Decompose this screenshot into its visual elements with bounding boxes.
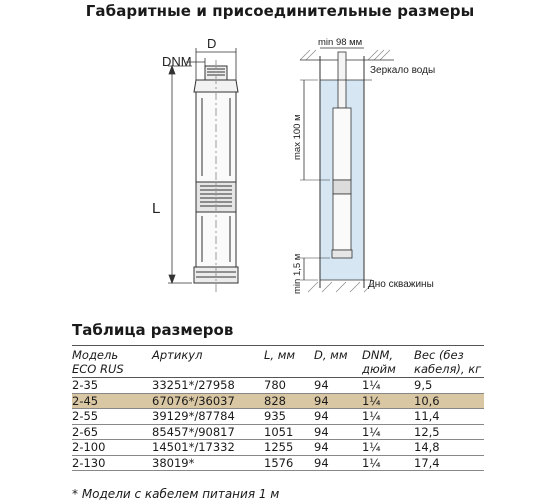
cell-diameter: 94 <box>314 424 362 440</box>
table-row <box>72 409 484 425</box>
table-row <box>72 378 484 394</box>
cell-model: 2-35 <box>72 378 152 394</box>
cell-dnm: 1¼ <box>362 378 414 394</box>
cell-dnm: 1¼ <box>362 393 414 409</box>
cell-dnm: 1¼ <box>362 409 414 425</box>
cell-diameter: 94 <box>314 409 362 425</box>
table-row <box>72 440 484 456</box>
cell-model: 2-65 <box>72 424 152 440</box>
label-l: L <box>152 200 161 217</box>
cell-article: 38019* <box>152 455 264 471</box>
label-water-mirror: Зеркало воды <box>370 65 436 76</box>
cell-length: 780 <box>264 378 314 394</box>
cell-length: 1255 <box>264 440 314 456</box>
cell-weight: 11,4 <box>414 409 484 425</box>
cell-weight: 12,5 <box>414 424 484 440</box>
cell-article: 85457*/90817 <box>152 424 264 440</box>
table-title: Таблица размеров <box>72 321 234 339</box>
cell-diameter: 94 <box>314 393 362 409</box>
table-row <box>72 393 484 409</box>
cell-article: 67076*/36037 <box>152 393 264 409</box>
table-row <box>72 424 484 440</box>
cell-article: 33251*/27958 <box>152 378 264 394</box>
label-d: D <box>207 36 217 51</box>
table-header-row <box>72 346 484 378</box>
cell-length: 935 <box>264 409 314 425</box>
label-max-depth: max 100 м <box>292 114 303 160</box>
header-length: L, мм <box>264 346 314 378</box>
cell-length: 1576 <box>264 455 314 471</box>
well-diagram <box>300 48 394 292</box>
cell-weight: 17,4 <box>414 455 484 471</box>
page-title: Габаритные и присоединительные размеры <box>85 2 475 20</box>
cell-diameter: 94 <box>314 440 362 456</box>
cell-model: 2-100 <box>72 440 152 456</box>
table-row <box>72 455 484 471</box>
cell-dnm: 1¼ <box>362 424 414 440</box>
cell-diameter: 94 <box>314 378 362 394</box>
pump-side-view <box>194 60 238 292</box>
footnote: * Модели с кабелем питания 1 м <box>72 487 280 501</box>
cell-article: 14501*/17332 <box>152 440 264 456</box>
cell-dnm: 1¼ <box>362 455 414 471</box>
cell-weight: 14,8 <box>414 440 484 456</box>
header-weight: Вес (без кабеля), кг <box>414 346 484 378</box>
header-diameter: D, мм <box>314 346 362 378</box>
cell-diameter: 94 <box>314 455 362 471</box>
cell-length: 1051 <box>264 424 314 440</box>
label-well-bottom: Дно скважины <box>368 279 434 290</box>
cell-weight: 10,6 <box>414 393 484 409</box>
header-model: Модель ECO RUS <box>72 346 152 378</box>
cell-weight: 9,5 <box>414 378 484 394</box>
cell-length: 828 <box>264 393 314 409</box>
cell-model: 2-45 <box>72 393 152 409</box>
cell-model: 2-130 <box>72 455 152 471</box>
label-min-bottom: min 1,5 м <box>292 253 303 294</box>
dimensions-table <box>72 345 484 471</box>
cell-article: 39129*/87784 <box>152 409 264 425</box>
cell-model: 2-55 <box>72 409 152 425</box>
label-dnm: DNM <box>162 54 192 69</box>
header-article: Артикул <box>152 346 264 378</box>
label-min-width: min 98 мм <box>318 37 363 48</box>
cell-dnm: 1¼ <box>362 440 414 456</box>
header-dnm: DNM, дюйм <box>362 346 414 378</box>
